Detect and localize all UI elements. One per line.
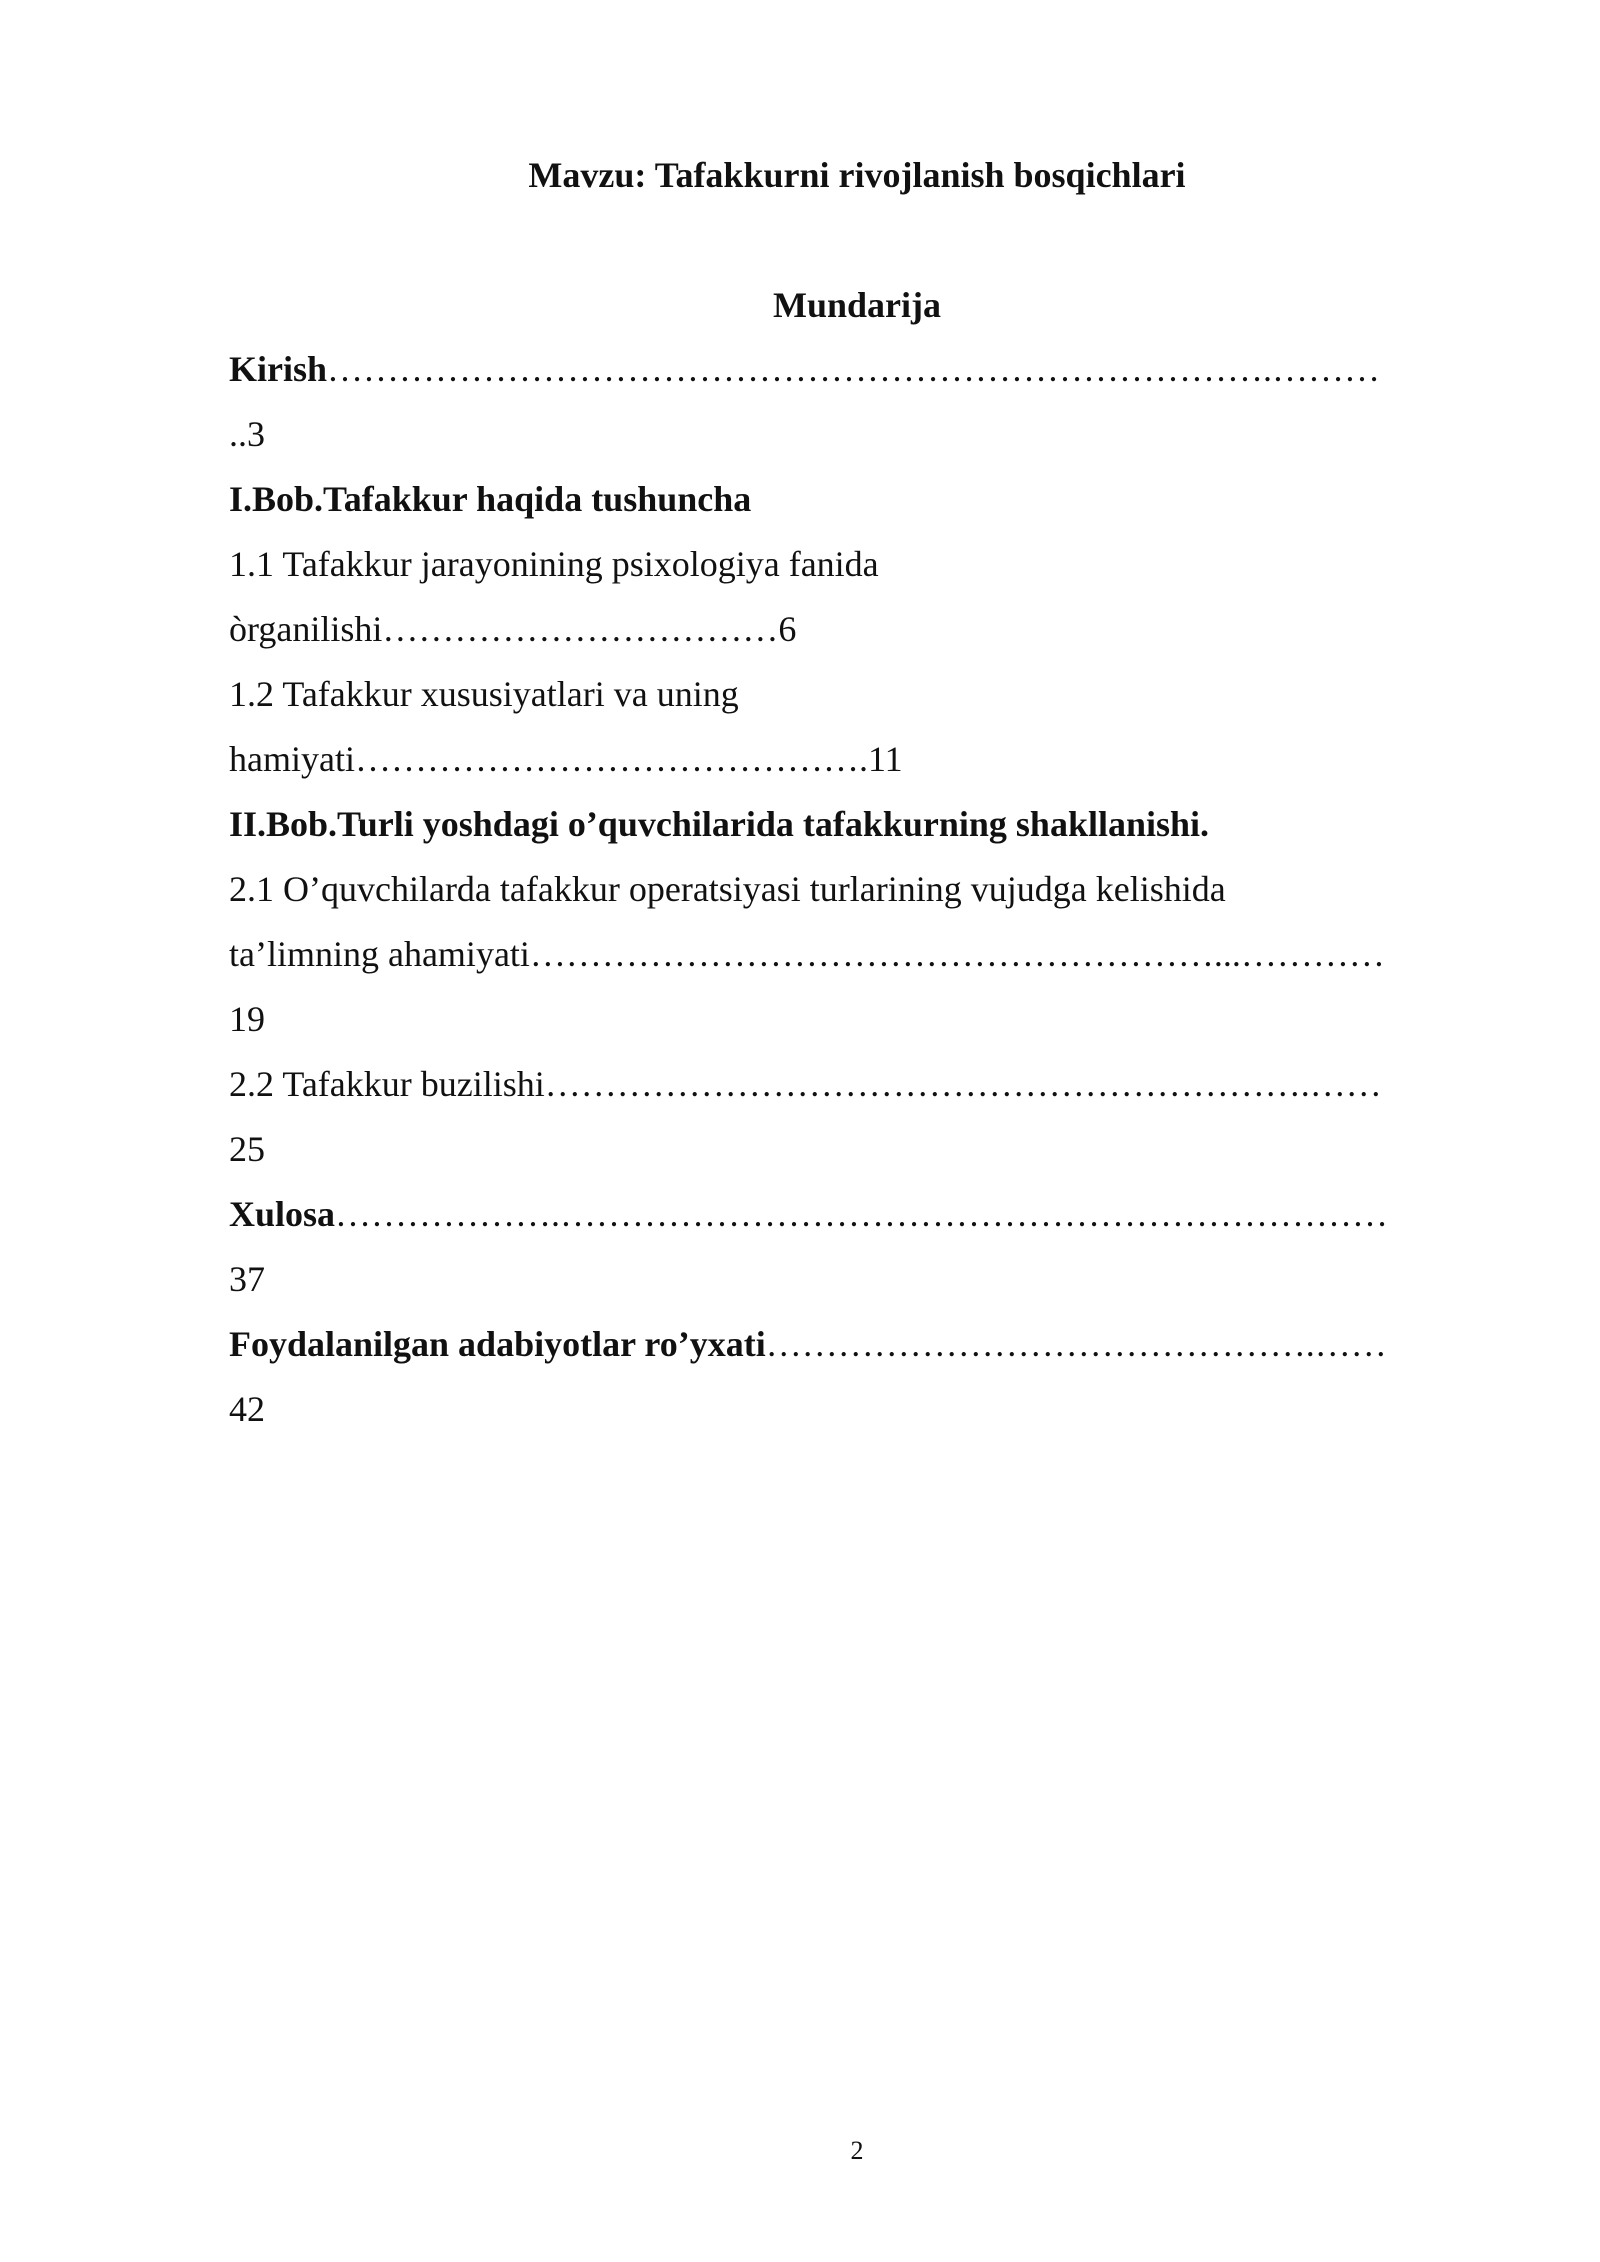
toc-bold-text: I.Bob.Tafakkur haqida tushuncha	[229, 479, 752, 519]
document-title: Mavzu: Tafakkurni rivojlanish bosqichlari	[528, 155, 1186, 195]
toc-line	[229, 799, 1479, 864]
toc-heading: Mundarija	[772, 285, 941, 325]
toc-text: 42	[229, 1389, 265, 1429]
toc-text: ta’limning ahamiyati…………………………………………………...…………	[229, 934, 1385, 974]
toc-line	[229, 1124, 1479, 1189]
toc-line	[229, 734, 1479, 799]
toc-bold-text: Foydalanilgan adabiyotlar ro’yxati	[229, 1324, 766, 1364]
page-number: 2	[850, 2136, 864, 2165]
toc-line	[229, 604, 1479, 669]
toc-line	[229, 864, 1479, 929]
toc-line	[229, 1319, 1479, 1384]
toc-line	[229, 994, 1479, 1059]
toc-text: òrganilishi……………………………6	[229, 609, 797, 649]
toc-text: ..3	[229, 414, 265, 454]
toc-text: ……………………………………….……	[765, 1324, 1387, 1364]
toc-text: 19	[229, 999, 265, 1039]
toc-bold-text: Xulosa	[229, 1194, 336, 1234]
toc-text: 1.1 Tafakkur jarayonining psixologiya fanida	[229, 544, 879, 584]
toc-text: 25	[229, 1129, 265, 1169]
toc-line	[229, 1059, 1479, 1124]
toc-text: 1.2 Tafakkur xususiyatlari va uning	[229, 674, 739, 714]
toc-line	[229, 1254, 1479, 1319]
toc-line	[229, 344, 1479, 409]
toc-line	[229, 539, 1479, 604]
toc-line	[229, 1189, 1479, 1254]
toc-text: hamiyati…………………………………….11	[229, 739, 903, 779]
toc-line	[229, 409, 1479, 474]
toc-text: 2.2 Tafakkur buzilishi……………………………………………………….……	[229, 1064, 1382, 1104]
table-of-contents	[229, 344, 1479, 1449]
toc-text: 2.1 O’quvchilarda tafakkur operatsiyasi turlarining vujudga kelishida	[229, 869, 1226, 909]
toc-text: 37	[229, 1259, 265, 1299]
toc-line	[229, 1384, 1479, 1449]
toc-bold-text: II.Bob.Turli yoshdagi o’quvchilarida tafakkurning shakllanishi.	[229, 804, 1210, 844]
toc-line	[229, 669, 1479, 734]
toc-text: ……………….……………………………………………………………	[335, 1194, 1389, 1234]
toc-line	[229, 929, 1479, 994]
toc-line	[229, 474, 1479, 539]
toc-text: …………………………………………………………………….………	[327, 349, 1381, 389]
toc-bold-text: Kirish	[229, 349, 328, 389]
